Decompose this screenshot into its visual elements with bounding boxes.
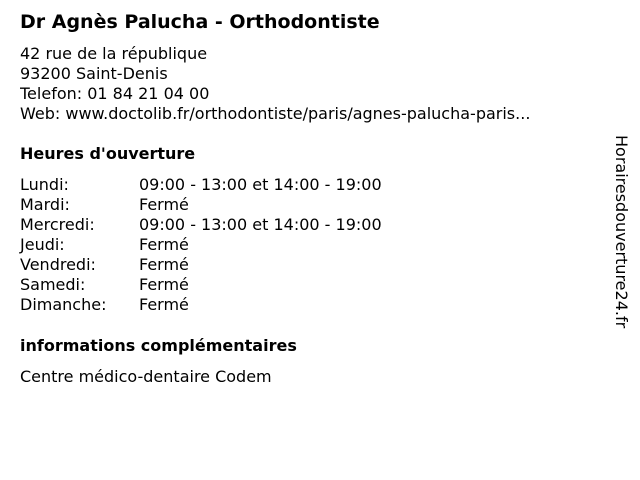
day-label: Samedi: xyxy=(20,275,86,294)
day-label: Vendredi: xyxy=(20,255,96,274)
day-hours: Fermé xyxy=(139,195,189,214)
hours-row-friday xyxy=(20,255,600,275)
phone-number: Telefon: 01 84 21 04 00 xyxy=(20,84,210,103)
opening-hours-heading: Heures d'ouverture xyxy=(20,144,196,163)
day-label: Jeudi: xyxy=(20,235,65,254)
site-watermark xyxy=(610,135,632,345)
business-title: Dr Agnès Palucha - Orthodontiste xyxy=(20,11,380,33)
hours-row-tuesday xyxy=(20,195,600,215)
day-hours: Fermé xyxy=(139,295,189,314)
hours-row-thursday xyxy=(20,235,600,255)
day-hours: Fermé xyxy=(139,275,189,294)
day-label: Mercredi: xyxy=(20,215,95,234)
day-label: Mardi: xyxy=(20,195,70,214)
hours-row-saturday xyxy=(20,275,600,295)
watermark-text: Horairesdouverture24.fr xyxy=(612,135,631,329)
street-address: 42 rue de la république xyxy=(20,44,208,63)
address-block xyxy=(20,44,600,124)
additional-info-heading: informations complémentaires xyxy=(20,336,297,355)
website-link[interactable]: Web: www.doctolib.fr/orthodontiste/paris/agnes-palucha-paris... xyxy=(20,104,531,123)
day-label: Lundi: xyxy=(20,175,69,194)
hours-row-sunday xyxy=(20,295,600,315)
hours-row-wednesday xyxy=(20,215,600,235)
day-hours: 09:00 - 13:00 et 14:00 - 19:00 xyxy=(139,175,382,194)
day-label: Dimanche: xyxy=(20,295,107,314)
business-card xyxy=(20,10,600,387)
day-hours: 09:00 - 13:00 et 14:00 - 19:00 xyxy=(139,215,382,234)
day-hours: Fermé xyxy=(139,235,189,254)
day-hours: Fermé xyxy=(139,255,189,274)
city-postcode: 93200 Saint-Denis xyxy=(20,64,168,83)
additional-info-text: Centre médico-dentaire Codem xyxy=(20,367,272,386)
opening-hours-list xyxy=(20,175,600,315)
hours-row-monday xyxy=(20,175,600,195)
